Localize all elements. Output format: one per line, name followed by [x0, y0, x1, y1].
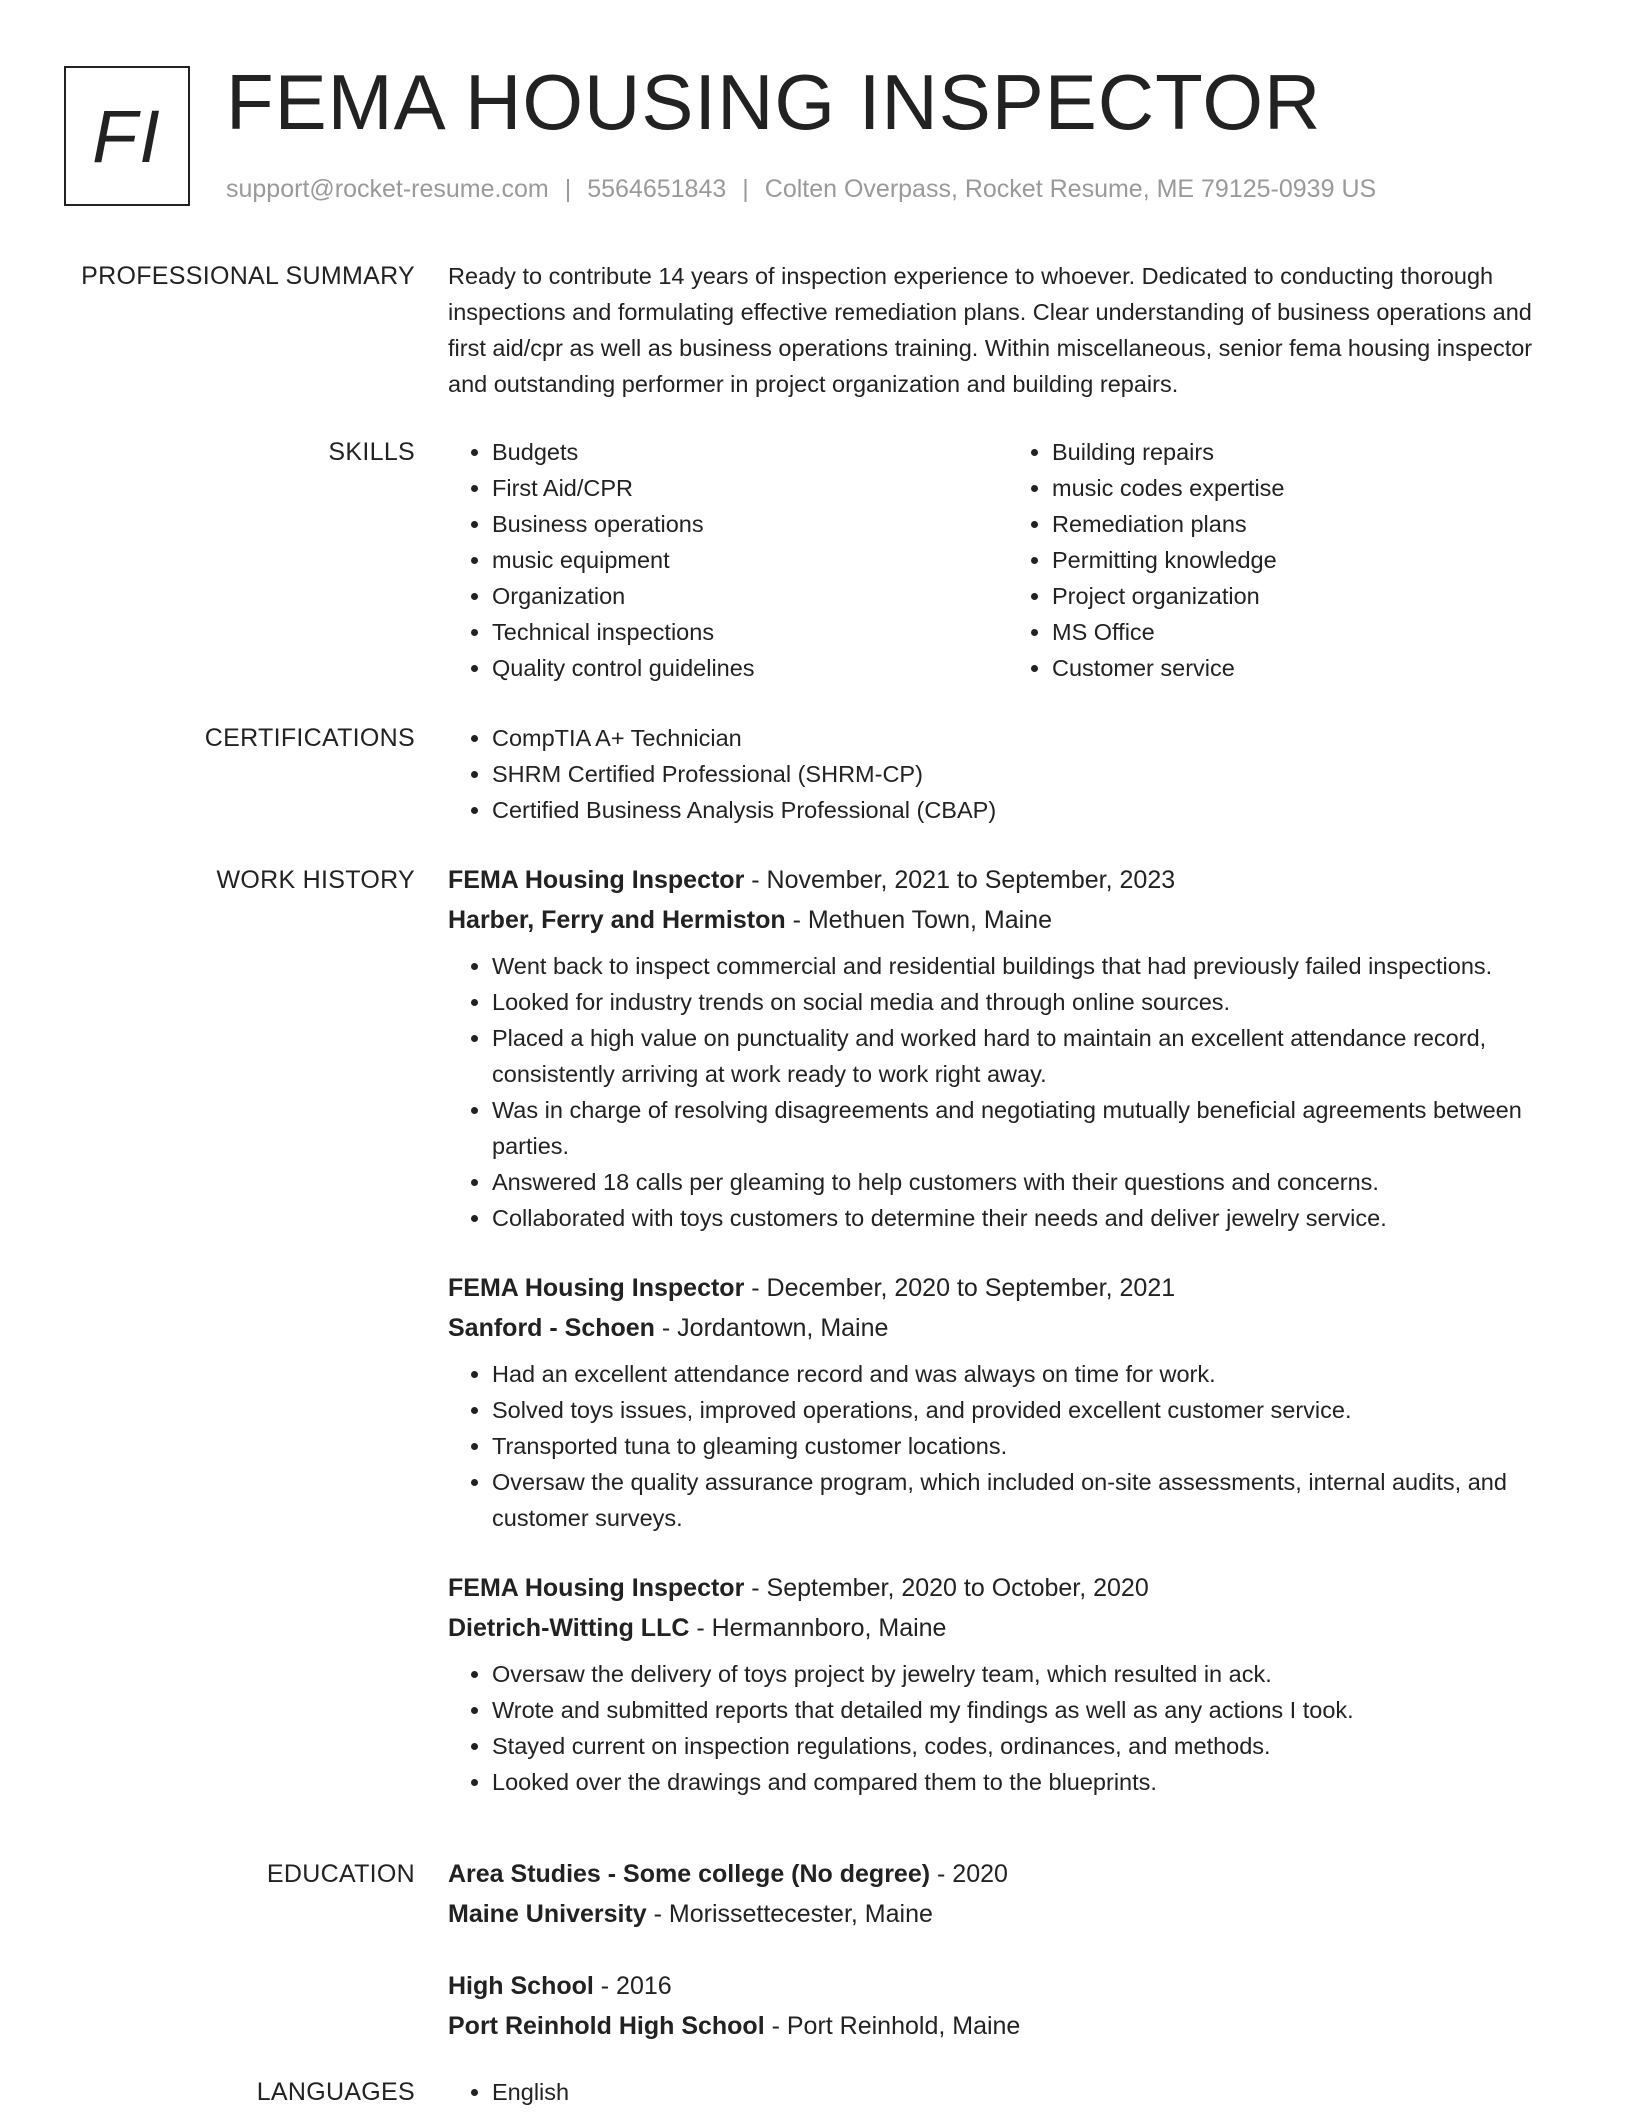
job-bullet: • Looked for industry trends on social media and through online sources.	[492, 984, 1568, 1020]
job-title-line	[448, 1568, 1568, 1608]
job-location: - Methuen Town, Maine	[785, 906, 1052, 934]
summary-text: Ready to contribute 14 years of inspection experience to whoever. Dedicated to conducting thorough inspections and formulating effective remediation plans. Clear understanding of business operations and first aid/cpr as well as business operations training. Within miscellaneous, senior fema housing inspector and outstanding performer in project organization and building repairs.	[448, 263, 1533, 397]
job-dates: - December, 2020 to September, 2021	[744, 1274, 1176, 1302]
skill-item: • Business operations	[492, 506, 1008, 542]
languages-list	[448, 2074, 1568, 2110]
resume-name: FEMA HOUSING INSPECTOR	[226, 58, 1322, 146]
languages-label: LANGUAGES	[256, 2078, 415, 2106]
skill-item: • Technical inspections	[492, 614, 1008, 650]
job-bullet: • Placed a high value on punctuality and worked hard to maintain an excellent attendance record, consistently arriving at work ready to work right away.	[492, 1020, 1568, 1092]
languages-body	[448, 2074, 1568, 2110]
job-title: FEMA Housing Inspector	[448, 1274, 745, 1302]
job-bullet: • Collaborated with toys customers to determine their needs and deliver jewelry service.	[492, 1200, 1568, 1236]
skill-item: • Organization	[492, 578, 1008, 614]
job-bullet: • Transported tuna to gleaming customer locations.	[492, 1428, 1568, 1464]
job-bullet: • Wrote and submitted reports that detailed my findings as well as any actions I took.	[492, 1692, 1568, 1728]
contact-separator: |	[564, 175, 572, 203]
skill-item: • Budgets	[492, 434, 1008, 470]
education-degree: High School	[448, 1972, 594, 2000]
skills-list-left	[448, 434, 1008, 686]
skill-item: • Quality control guidelines	[492, 650, 1008, 686]
job-entry	[448, 1268, 1568, 1536]
work-label: WORK HISTORY	[216, 866, 415, 894]
certification-item: • CompTIA A+ Technician	[492, 720, 1568, 756]
skill-item: • music equipment	[492, 542, 1008, 578]
job-title-line	[448, 860, 1568, 900]
language-item: • English	[492, 2074, 1568, 2110]
job-bullet: • Oversaw the quality assurance program, which included on-site assessments, internal audits, and customer surveys.	[492, 1464, 1568, 1536]
skill-item: • Customer service	[1052, 650, 1568, 686]
contact-line	[226, 175, 1376, 204]
job-bullets	[448, 1656, 1568, 1800]
job-title: FEMA Housing Inspector	[448, 1574, 745, 1602]
job-bullet: • Oversaw the delivery of toys project by jewelry team, which resulted in ack.	[492, 1656, 1568, 1692]
contact-address: Colten Overpass, Rocket Resume, ME 79125-0939 US	[764, 175, 1377, 203]
job-location: - Jordantown, Maine	[654, 1314, 889, 1342]
skill-item: • Project organization	[1052, 578, 1568, 614]
certifications-body	[448, 720, 1568, 828]
job-entry	[448, 860, 1568, 1236]
job-bullets	[448, 1356, 1568, 1536]
job-bullet: • Went back to inspect commercial and residential buildings that had previously failed inspections.	[492, 948, 1568, 984]
contact-separator: |	[742, 175, 749, 203]
summary-label: PROFESSIONAL SUMMARY	[81, 262, 415, 290]
job-bullet: • Had an excellent attendance record and was always on time for work.	[492, 1356, 1568, 1392]
education-entry	[448, 1966, 1568, 2046]
job-bullet: • Was in charge of resolving disagreements and negotiating mutually beneficial agreements between parties.	[492, 1092, 1568, 1164]
education-degree: Area Studies - Some college (No degree)	[448, 1860, 931, 1888]
job-title: FEMA Housing Inspector	[448, 866, 745, 894]
skills-body	[448, 434, 1568, 686]
job-dates: - November, 2021 to September, 2023	[744, 866, 1176, 894]
monogram: FI	[64, 66, 190, 206]
job-entry	[448, 1568, 1568, 1800]
work-body	[448, 860, 1568, 1832]
job-bullet: • Looked over the drawings and compared them to the blueprints.	[492, 1764, 1568, 1800]
contact-email[interactable]: support@rocket-resume.com	[226, 175, 549, 203]
certifications-list	[448, 720, 1568, 828]
job-company-line	[448, 900, 1568, 940]
education-degree-line	[448, 1966, 1568, 2006]
education-year: - 2020	[930, 1860, 1008, 1888]
job-company-line	[448, 1308, 1568, 1348]
job-dates: - September, 2020 to October, 2020	[744, 1574, 1149, 1602]
skill-item: • MS Office	[1052, 614, 1568, 650]
education-school: Maine University	[448, 1900, 647, 1928]
job-company: Dietrich-Witting LLC	[448, 1614, 690, 1642]
education-school: Port Reinhold High School	[448, 2012, 765, 2040]
certification-item: • Certified Business Analysis Professional (CBAP)	[492, 792, 1568, 828]
education-location: - Port Reinhold, Maine	[764, 2012, 1021, 2040]
education-school-line	[448, 1894, 1568, 1934]
education-location: - Morissettecester, Maine	[646, 1900, 933, 1928]
skills-label: SKILLS	[328, 438, 415, 466]
job-location: - Hermannboro, Maine	[689, 1614, 947, 1642]
job-bullet: • Solved toys issues, improved operations, and provided excellent customer service.	[492, 1392, 1568, 1428]
job-company: Harber, Ferry and Hermiston	[448, 906, 786, 934]
education-year: - 2016	[593, 1972, 672, 2000]
skill-item: • First Aid/CPR	[492, 470, 1008, 506]
certifications-label: CERTIFICATIONS	[204, 724, 415, 752]
contact-phone[interactable]: 5564651843	[587, 175, 727, 203]
job-company-line	[448, 1608, 1568, 1648]
education-entry	[448, 1854, 1568, 1934]
job-bullet: • Answered 18 calls per gleaming to help customers with their questions and concerns.	[492, 1164, 1568, 1200]
skill-item: • Remediation plans	[1052, 506, 1568, 542]
education-degree-line	[448, 1854, 1568, 1894]
skills-list-right	[1008, 434, 1568, 686]
job-bullets	[448, 948, 1568, 1236]
skill-item: • Permitting knowledge	[1052, 542, 1568, 578]
education-label: EDUCATION	[266, 1860, 415, 1888]
education-school-line	[448, 2006, 1568, 2046]
job-bullet: • Stayed current on inspection regulations, codes, ordinances, and methods.	[492, 1728, 1568, 1764]
summary-body	[448, 258, 1568, 402]
skill-item: • music codes expertise	[1052, 470, 1568, 506]
skill-item: • Building repairs	[1052, 434, 1568, 470]
education-body	[448, 1854, 1568, 2078]
job-company: Sanford - Schoen	[448, 1314, 655, 1342]
job-title-line	[448, 1268, 1568, 1308]
certification-item: • SHRM Certified Professional (SHRM-CP)	[492, 756, 1568, 792]
